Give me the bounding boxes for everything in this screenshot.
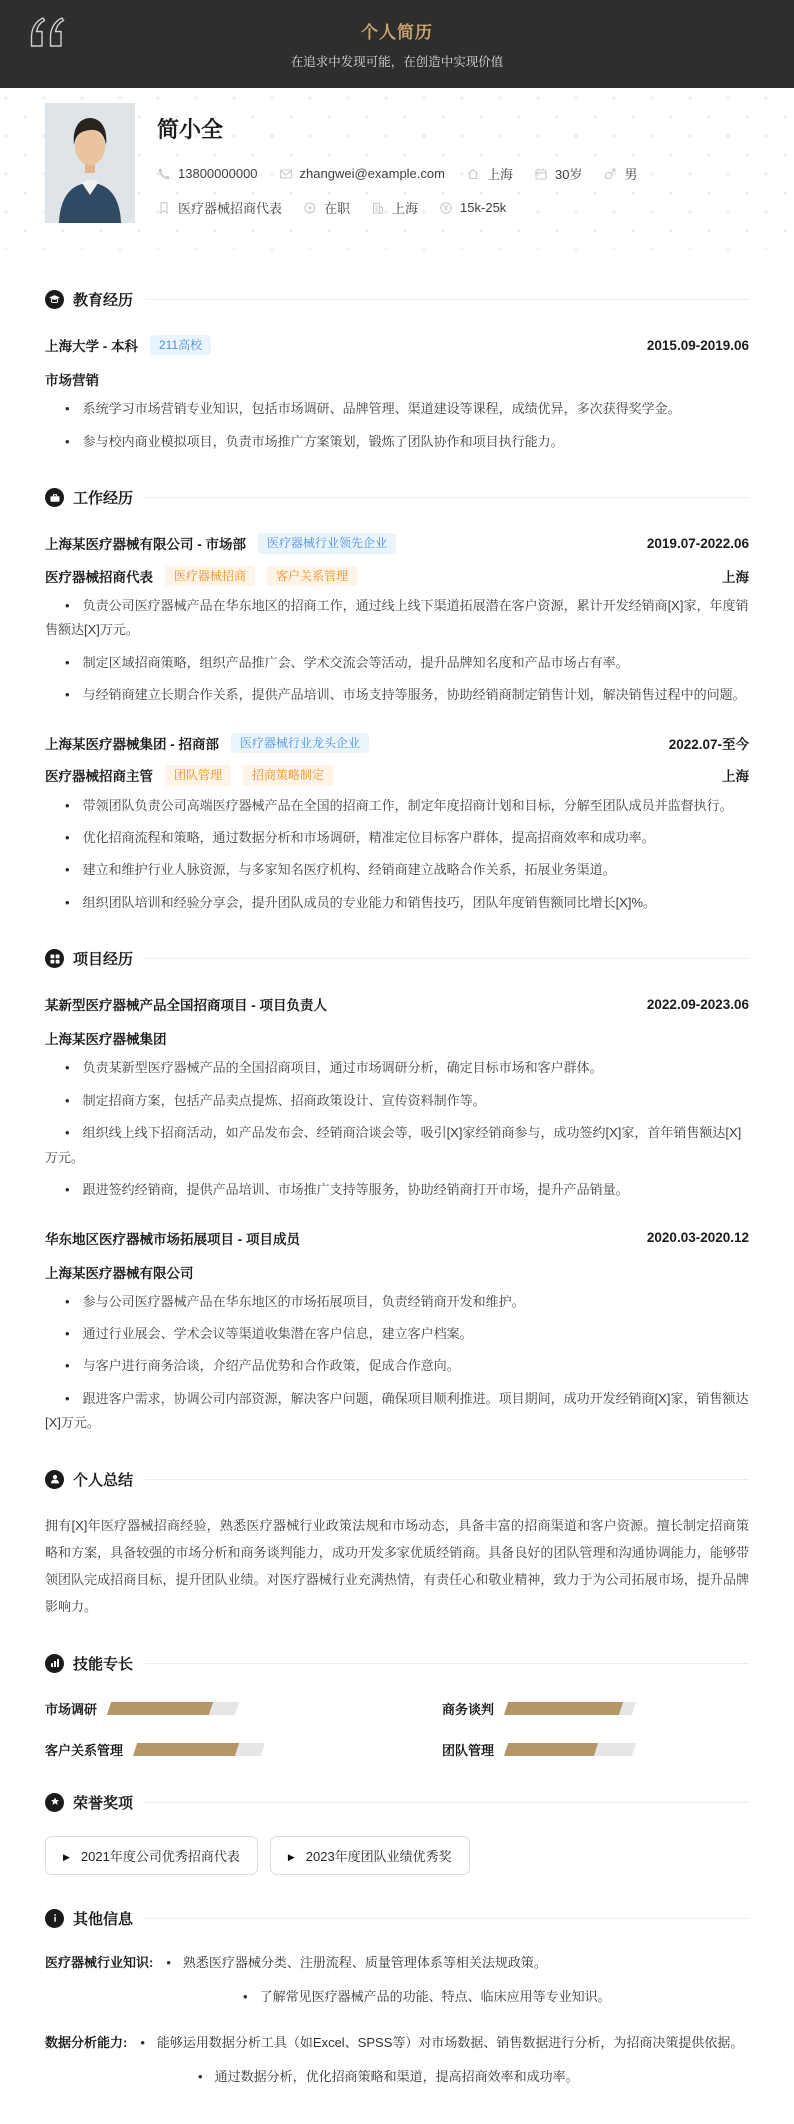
bullet-item: • 组织团队培训和经验分享会，提升团队成员的专业能力和销售技巧，团队年度销售额同比增长[X]%。 (45, 891, 749, 915)
school-badge: 211高校 (150, 335, 211, 355)
section-title: 技能专长 (73, 1655, 134, 1673)
section-education (45, 289, 749, 454)
skill-bar-fill (504, 1702, 623, 1715)
company-name: 上海某医疗器械有限公司 - 市场部 (45, 537, 246, 553)
gender-value: 男 (624, 167, 638, 182)
grid-icon (45, 949, 64, 968)
skill-item (442, 1699, 749, 1718)
role-row (45, 566, 749, 586)
age-icon (534, 167, 548, 181)
work-item (45, 533, 749, 708)
honors-header (45, 1792, 749, 1813)
bullet-dot: • (166, 1954, 171, 1970)
section-divider (145, 497, 749, 498)
education-item (45, 335, 749, 454)
other-header (45, 1908, 749, 1929)
education-title-row (45, 335, 749, 355)
other-info-label: 数据分析能力: (45, 2035, 128, 2051)
section-divider (145, 299, 749, 300)
bullet-item: • 带领团队负责公司高端医疗器械产品在全国的招商工作，制定年度招商计划和目标，分解至团队成员并监督执行。 (45, 794, 749, 818)
role-tag: 团队管理 (165, 765, 231, 785)
award-label: 2023年度团队业绩优秀奖 (305, 1848, 452, 1864)
candidate-name: 简小全 (157, 117, 224, 142)
education-period: 2015.09-2019.06 (646, 337, 749, 353)
section-skills (45, 1653, 749, 1759)
other-info-line (45, 2031, 749, 2056)
major: 市场营销 (45, 373, 99, 389)
profile-info (157, 103, 637, 232)
bullet-item: • 通过行业展会、学术会议等渠道收集潜在客户信息，建立客户档案。 (45, 1322, 749, 1346)
project-title-row (45, 1228, 749, 1248)
play-icon (288, 1848, 295, 1863)
skill-bar-track (107, 1702, 239, 1715)
bullet-item: • 负责某新型医疗器械产品的全国招商项目，通过市场调研分析，确定目标市场和客户群体。 (45, 1056, 749, 1080)
gender-icon (603, 167, 617, 181)
city-item (371, 198, 418, 217)
bullet-item: • 跟进签约经销商，提供产品培训、市场推广支持等服务，协助经销商打开市场，提升产品销量。 (45, 1178, 749, 1202)
position-icon (157, 201, 171, 215)
bullet-dot: • (140, 2035, 145, 2051)
project-item (45, 994, 749, 1202)
skill-bar-fill (504, 1743, 598, 1756)
bullet-item: • 建立和维护行业人脉资源，与多家知名医疗机构、经销商建立战略合作关系，拓展业务渠道。 (45, 858, 749, 882)
section-title: 项目经历 (73, 951, 134, 969)
location-item (466, 164, 513, 183)
salary-icon (439, 201, 453, 215)
project-title-row (45, 994, 749, 1014)
award-pill[interactable] (45, 1836, 258, 1875)
project-org: 上海某医疗器械集团 (45, 1032, 167, 1048)
status-icon (303, 201, 317, 215)
role-name: 医疗器械招商主管 (45, 769, 153, 785)
bullet-item: • 跟进客户需求，协调公司内部资源，解决客户问题，确保项目顺利推进。项目期间，成功开发经销商[X]家，销售额达[X]万元。 (45, 1387, 749, 1436)
skill-bar-track (133, 1743, 265, 1756)
skill-item (45, 1699, 352, 1718)
skill-bar-track (504, 1743, 636, 1756)
section-title: 教育经历 (73, 292, 134, 309)
contact-row-1 (157, 164, 637, 183)
section-title: 个人总结 (73, 1471, 134, 1489)
person-icon (45, 1470, 64, 1489)
section-divider (145, 958, 749, 959)
skill-bar-fill (133, 1743, 240, 1756)
bullet-dot: • (243, 1988, 248, 2004)
project-period: 2022.09-2023.06 (646, 996, 749, 1012)
projects-header (45, 948, 749, 969)
skill-bar-track (504, 1702, 636, 1715)
other-info-text: 通过数据分析，优化招商策略和渠道，提高招商效率和成功率。 (214, 2068, 579, 2084)
resume-header (0, 0, 794, 88)
phone-value: 13800000000 (178, 166, 258, 181)
section-divider (145, 1802, 749, 1803)
profile-section (0, 88, 794, 250)
company-row (45, 733, 749, 753)
location-value: 上海 (486, 167, 513, 182)
info-icon (45, 1909, 64, 1928)
skill-bar-fill (107, 1702, 214, 1715)
resume-body (0, 250, 794, 2124)
project-item (45, 1228, 749, 1436)
bar-chart-icon (45, 1654, 64, 1673)
other-info-line (243, 1985, 749, 2010)
role-tag: 医疗器械招商 (165, 566, 255, 586)
age-item (534, 164, 582, 183)
avatar (45, 103, 135, 223)
bullet-dot: • (198, 2068, 203, 2084)
job-title-item (157, 198, 282, 217)
section-divider (145, 1918, 749, 1919)
bullet-item: • 与经销商建立长期合作关系，提供产品培训、市场支持等服务，协助经销商制定销售计划，解决销售过程中的问题。 (45, 683, 749, 707)
city-value: 上海 (392, 201, 419, 216)
bullet-item: • 负责公司医疗器械产品在华东地区的招商工作，通过线上线下渠道拓展潜在客户资源，累计开发经销商[X]家，年度销售额达[X]万元。 (45, 594, 749, 643)
job-status-item (303, 198, 350, 217)
graduation-cap-icon (45, 290, 64, 309)
job-title-value: 医疗器械招商代表 (178, 201, 283, 216)
page-title: 个人简历 (361, 23, 433, 42)
mail-icon (279, 167, 293, 181)
project-period: 2020.03-2020.12 (646, 1230, 749, 1246)
other-info-line (45, 1951, 749, 1976)
other-info-text: 了解常见医疗器械产品的功能、特点、临床应用等专业知识。 (259, 1988, 611, 2004)
skills-header (45, 1653, 749, 1674)
work-location: 上海 (722, 569, 749, 585)
skill-item (45, 1740, 352, 1759)
age-value: 30岁 (554, 167, 583, 182)
play-icon (63, 1848, 70, 1863)
section-other (45, 1908, 749, 2090)
role-tag: 招商策略制定 (243, 765, 333, 785)
section-work (45, 487, 749, 915)
work-period: 2022.07-至今 (668, 736, 749, 752)
company-name: 上海某医疗器械集团 - 招商部 (45, 736, 219, 752)
project-org: 上海某医疗器械有限公司 (45, 1265, 194, 1281)
home-icon (466, 167, 480, 181)
role-tag: 客户关系管理 (267, 566, 357, 586)
phone-item (157, 166, 258, 181)
medal-icon (45, 1793, 64, 1812)
bullet-item: • 优化招商流程和策略，通过数据分析和市场调研，精准定位目标客户群体，提高招商效率和成功率。 (45, 826, 749, 850)
other-info-text: 能够运用数据分析工具（如Excel、SPSS等）对市场数据、销售数据进行分析，为招商决策提供依据。 (156, 2035, 744, 2051)
bullet-item: • 组织线上线下招商活动，如产品发布会、经销商洽谈会等，吸引[X]家经销商参与，成功签约[X]家，首年销售额达[X]万元。 (45, 1121, 749, 1170)
salary-value: 15k-25k (460, 200, 507, 215)
role-row (45, 765, 749, 785)
company-badge: 医疗器械行业龙头企业 (231, 733, 369, 753)
company-row (45, 533, 749, 553)
other-info-line (198, 2065, 749, 2090)
gender-item (603, 164, 637, 183)
bullet-item: • 与客户进行商务洽谈，介绍产品优势和合作政策，促成合作意向。 (45, 1354, 749, 1378)
other-info-label: 医疗器械行业知识: (45, 1954, 154, 1970)
contact-row-2 (157, 198, 637, 217)
building-icon (371, 201, 385, 215)
email-value: zhangwei@example.com (299, 166, 445, 181)
salary-item (439, 200, 506, 215)
section-title: 工作经历 (73, 490, 134, 508)
section-title: 荣誉奖项 (73, 1794, 134, 1812)
project-name: 某新型医疗器械产品全国招商项目 - 项目负责人 (45, 998, 327, 1014)
company-badge: 医疗器械行业领先企业 (258, 533, 396, 553)
section-honors (45, 1792, 749, 1875)
work-header (45, 487, 749, 508)
phone-icon (157, 167, 171, 181)
other-info-text: 熟悉医疗器械分类、注册流程、质量管理体系等相关法规政策。 (182, 1954, 547, 1970)
project-name: 华东地区医疗器械市场拓展项目 - 项目成员 (45, 1231, 300, 1247)
quote-icon (28, 15, 72, 54)
award-pill[interactable] (270, 1836, 470, 1875)
email-item (279, 166, 445, 181)
job-status-value: 在职 (324, 201, 351, 216)
skill-name: 团队管理 (442, 1742, 495, 1758)
section-divider (145, 1663, 749, 1664)
work-location: 上海 (722, 769, 749, 785)
briefcase-icon (45, 488, 64, 507)
skill-name: 市场调研 (45, 1701, 98, 1717)
summary-text: 拥有[X]年医疗器械招商经验，熟悉医疗器械行业政策法规和市场动态，具备丰富的招商渠道和客户资源。擅长制定招商策略和方案，具备较强的市场分析和商务谈判能力，成功开发多家优质经销商。具备良好的团队管理和沟通协调能力，能够带领团队完成招商目标，提升团队业绩。对医疗器械行业充满热情，有责任心和敬业精神，致力于为公司拓展市场，提升品牌影响力。 (45, 1517, 749, 1614)
bullet-item: • 系统学习市场营销专业知识，包括市场调研、品牌管理、渠道建设等课程，成绩优异，多次获得奖学金。 (45, 397, 749, 421)
section-title: 其他信息 (73, 1910, 134, 1928)
bullet-item: • 制定招商方案，包括产品卖点提炼、招商政策设计、宣传资料制作等。 (45, 1089, 749, 1113)
bullet-item: • 参与公司医疗器械产品在华东地区的市场拓展项目，负责经销商开发和维护。 (45, 1290, 749, 1314)
role-name: 医疗器械招商代表 (45, 569, 153, 585)
section-divider (145, 1479, 749, 1480)
section-projects (45, 948, 749, 1435)
honors-list (45, 1836, 749, 1875)
skill-name: 客户关系管理 (45, 1742, 124, 1758)
skills-grid (45, 1699, 749, 1759)
bullet-item: • 制定区域招商策略，组织产品推广会、学术交流会等活动，提升品牌知名度和产品市场占有率。 (45, 651, 749, 675)
skill-name: 商务谈判 (442, 1701, 495, 1717)
work-period: 2019.07-2022.06 (646, 535, 749, 551)
skill-item (442, 1740, 749, 1759)
section-summary (45, 1469, 749, 1620)
education-header (45, 289, 749, 310)
award-label: 2021年度公司优秀招商代表 (80, 1848, 240, 1864)
bullet-item: • 参与校内商业模拟项目，负责市场推广方案策划，锻炼了团队协作和项目执行能力。 (45, 430, 749, 454)
school-name: 上海大学 - 本科 (45, 339, 138, 355)
other-info-group (45, 1951, 749, 2009)
page-subtitle: 在追求中发现可能，在创造中实现价值 (290, 55, 504, 69)
work-item (45, 733, 749, 916)
other-info-group (45, 2031, 749, 2089)
summary-header (45, 1469, 749, 1490)
